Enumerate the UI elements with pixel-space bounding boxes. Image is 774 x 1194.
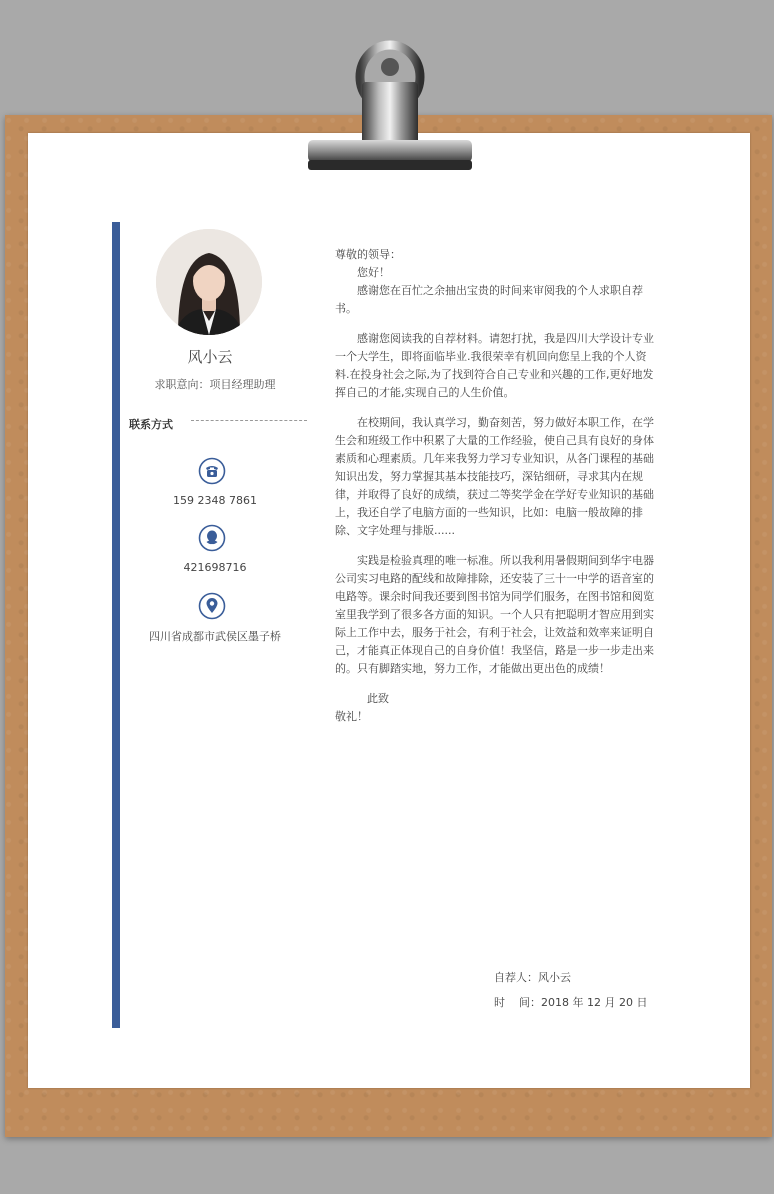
binder-clip-icon <box>300 22 480 182</box>
letter-greeting: 您好！ <box>357 266 390 279</box>
contact-heading: 联系方式 <box>129 418 173 431</box>
phone-number: 159 2348 7861 <box>173 494 257 507</box>
letter-closing-2: 敬礼！ <box>335 710 368 723</box>
address: 四川省成都市武侯区墨子桥 <box>149 630 281 643</box>
location-pin-icon <box>198 592 226 620</box>
letter-salutation: 尊敬的领导： <box>335 248 401 261</box>
signer: 自荐人：风小云 <box>494 971 571 984</box>
letter-paragraph-4: 实践是检验真理的唯一标准。所以我利用暑假期间到华宇电器公司实习电路的配线和故障排除，还安装了三十一中学的语音室的电路等。课余时间我还要到图书馆为同学们服务，在图书馆和阅览室里我学到了很多各方面的知识。一个人只有把聪明才智应用到实际上工作中去，服务于社会，有利于社会，让效益和效率来证明自己，才能真正体现自己的自身价值！我坚信，路是一步一步走出来的。只有脚踏实地，努力工作，才能做出更出色的成绩！ <box>335 554 654 675</box>
job-intent: 求职意向：项目经理助理 <box>154 378 276 391</box>
candidate-name: 风小云 <box>187 348 233 366</box>
dotted-divider <box>191 420 307 421</box>
phone-icon <box>198 457 226 485</box>
portrait-icon <box>156 229 262 335</box>
letter-closing-1: 此致 <box>367 692 389 705</box>
sign-date: 时 间：2018 年 12 月 20 日 <box>494 996 648 1009</box>
qq-icon <box>198 524 226 552</box>
qq-number: 421698716 <box>183 561 247 574</box>
letter-paragraph-1: 感谢您在百忙之余抽出宝贵的时间来审阅我的个人求职自荐书。 <box>335 284 643 315</box>
contact-section-header <box>129 416 307 432</box>
cover-letter <box>335 246 655 726</box>
letter-paragraph-3: 在校期间，我认真学习，勤奋刻苦，努力做好本职工作，在学生会和班级工作中积累了大量的工作经验，使自己具有良好的身体素质和心理素质。几年来我努力学习专业知识，从各门课程的基础知识出发，努力掌握其基本技能技巧，深钻细研，寻求其内在规律，并取得了良好的成绩，获过二等奖学金在学好专业知识的基础上，我还自学了电脑方面的一些知识，比如：电脑一般故障的排除、文字处理与排版...... <box>335 416 654 537</box>
avatar <box>156 229 262 335</box>
letter-paragraph-2: 感谢您阅读我的自荐材料。请恕打扰，我是四川大学设计专业一个大学生，即将面临毕业.我很荣幸有机回向您呈上我的个人资料.在投身社会之际,为了找到符合自己专业和兴趣的工作,更好地发挥自己的才能,实现自己的人生价值。 <box>335 332 654 399</box>
accent-sidebar-bar <box>112 222 120 1028</box>
